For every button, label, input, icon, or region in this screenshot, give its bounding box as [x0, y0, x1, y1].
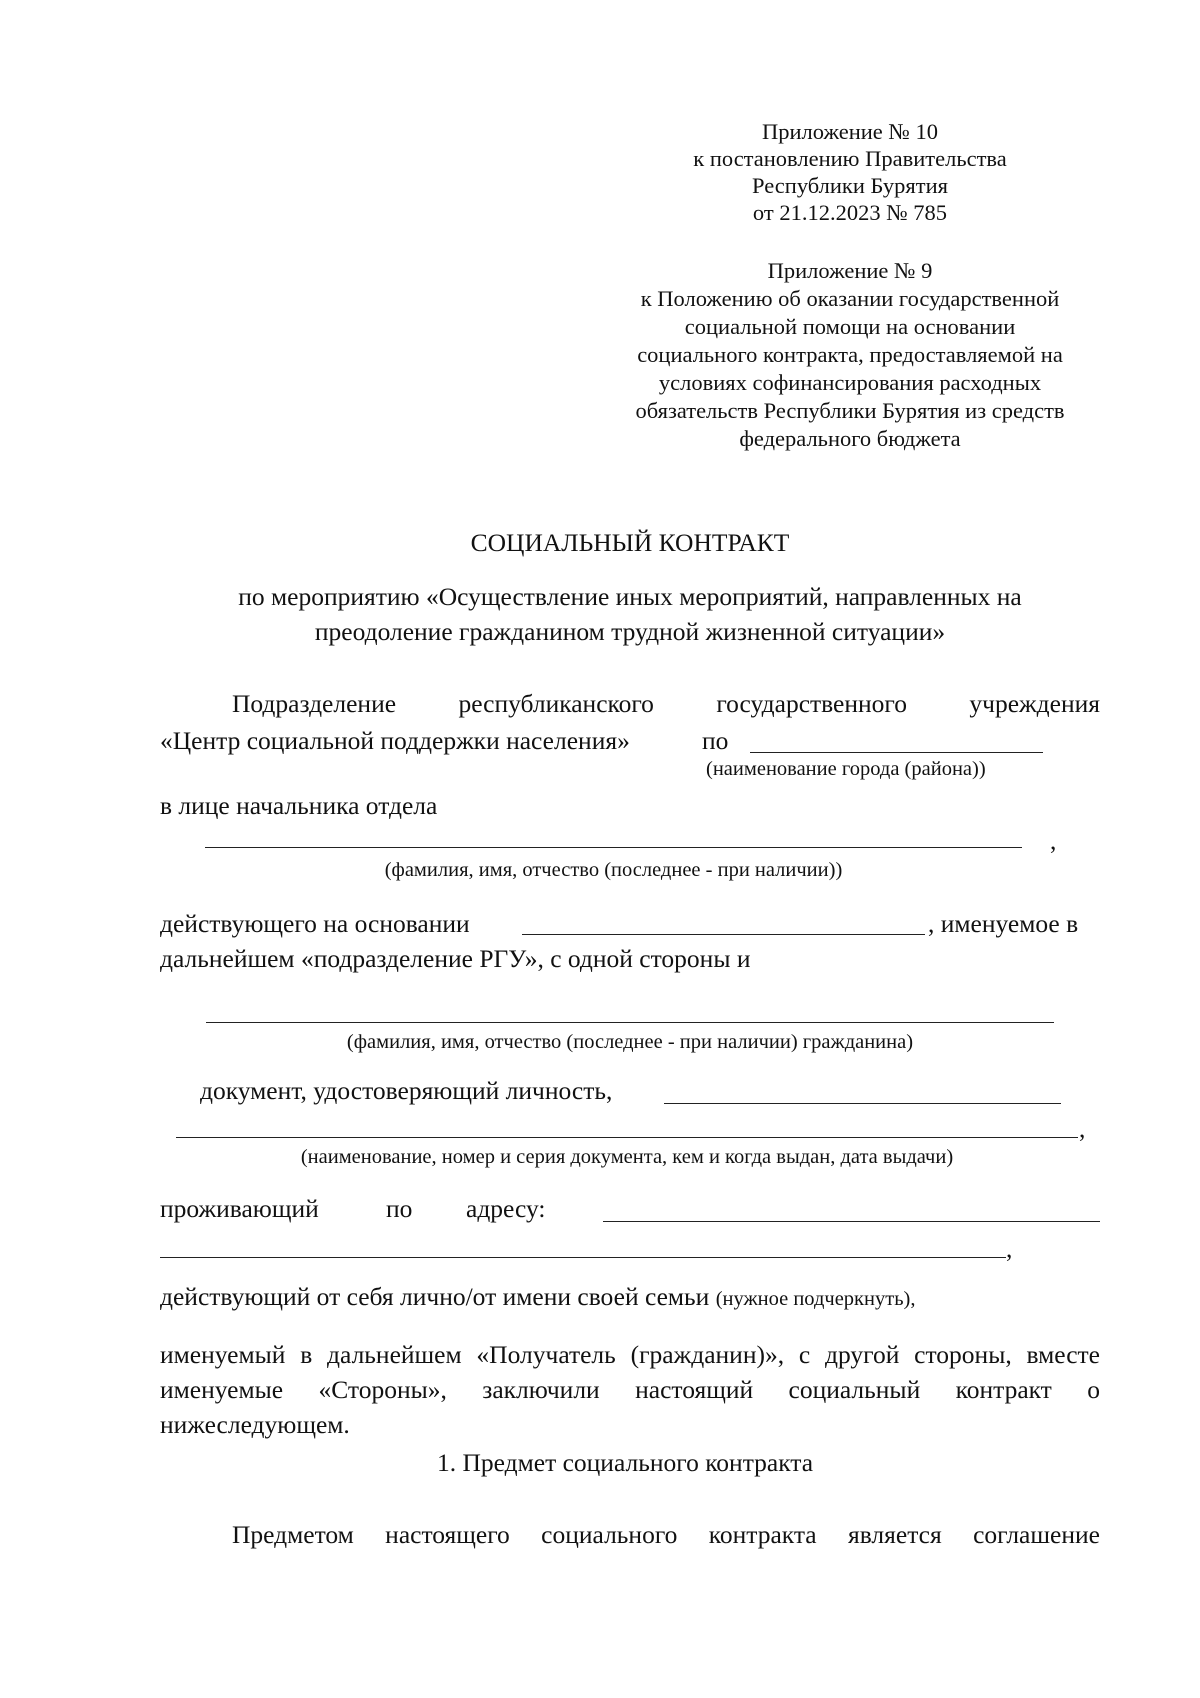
city-hint: (наименование города (района))	[706, 758, 986, 780]
document-hint: (наименование, номер и серия документа, кем и когда выдан, дата выдачи)	[300, 1146, 954, 1168]
acting-self-main: действующий от себя лично/от имени своей семьи	[160, 1282, 710, 1311]
fio-hint: (фамилия, имя, отчество (последнее - при наличии))	[384, 859, 843, 881]
appendix-10-date: от 21.12.2023 № 785	[752, 200, 948, 225]
acting-self-text	[160, 1284, 916, 1310]
fio-blank-line	[205, 847, 1022, 848]
appendix-9-line: социального контракта, предоставляемой на	[637, 342, 1063, 367]
word: Подразделение	[232, 689, 397, 718]
word: социального	[541, 1520, 678, 1549]
appendix-9-line: к Положению об оказании государственной	[640, 286, 1060, 311]
word: соглашение	[973, 1520, 1100, 1549]
appendix-9-line: обязательств Республики Бурятия из средств	[635, 398, 1065, 423]
fio-comma: ,	[1050, 826, 1057, 855]
named-as-text: , именуемое в	[928, 909, 1079, 938]
address-blank-line	[603, 1221, 1100, 1222]
appendix-9-line: социальной помощи на основании	[684, 314, 1016, 339]
id-document-blank-line	[664, 1103, 1061, 1104]
by-word: по	[702, 726, 729, 755]
underline-needed-note: (нужное подчеркнуть),	[715, 1288, 916, 1310]
word: учреждения	[969, 689, 1100, 718]
word: Предметом	[232, 1520, 354, 1549]
subdivision-line	[232, 691, 1100, 717]
residing-word: по	[386, 1194, 413, 1223]
subtitle-line: преодоление гражданином трудной жизненной ситуации»	[314, 617, 946, 646]
in-person-text: в лице начальника отдела	[160, 791, 438, 820]
document-title: СОЦИАЛЬНЫЙ КОНТРАКТ	[470, 528, 790, 557]
word: контракта	[708, 1520, 817, 1549]
basis-blank-line	[522, 934, 925, 935]
word: настоящего	[385, 1520, 510, 1549]
appendix-10-line: Республики Бурятия	[752, 173, 948, 198]
appendix-9-line: федерального бюджета	[739, 426, 961, 451]
address-blank-line-2	[160, 1257, 1006, 1258]
citizen-fio-hint: (фамилия, имя, отчество (последнее - при наличии) гражданина)	[346, 1031, 914, 1053]
residing-word: проживающий	[160, 1194, 319, 1223]
word: республиканского	[458, 689, 654, 718]
appendix-9-title: Приложение № 9	[767, 258, 933, 283]
word: является	[848, 1520, 942, 1549]
section-1-heading: 1. Предмет социального контракта	[437, 1448, 814, 1477]
id-document-text: документ, удостоверяющий личность,	[200, 1076, 613, 1105]
city-blank-line	[750, 752, 1043, 753]
document-comma: ,	[1079, 1114, 1086, 1143]
subtitle-line: по мероприятию «Осуществление иных мероприятий, направленных на	[238, 582, 1022, 611]
appendix-9-line: условиях софинансирования расходных	[658, 370, 1042, 395]
residing-word: адресу:	[466, 1194, 546, 1223]
acting-on-text: действующего на основании	[160, 909, 470, 938]
citizen-fio-blank-line	[206, 1022, 1054, 1023]
hereinafter-text: дальнейшем «подразделение РГУ», с одной стороны и	[160, 944, 751, 973]
appendix-10-title: Приложение № 10	[762, 119, 938, 144]
recipient-paragraph: именуемый в дальнейшем «Получатель (гражданин)», с другой стороны, вместе именуемые «Стороны», заключили настоящий социальный контракт о нижеследующем.	[160, 1340, 1100, 1439]
word: государственного	[716, 689, 907, 718]
address-comma: ,	[1006, 1234, 1013, 1263]
subject-line	[232, 1522, 1100, 1548]
center-name: «Центр социальной поддержки населения»	[160, 726, 630, 755]
appendix-10-line: к постановлению Правительства	[693, 146, 1007, 171]
document-details-blank-line	[176, 1137, 1078, 1138]
